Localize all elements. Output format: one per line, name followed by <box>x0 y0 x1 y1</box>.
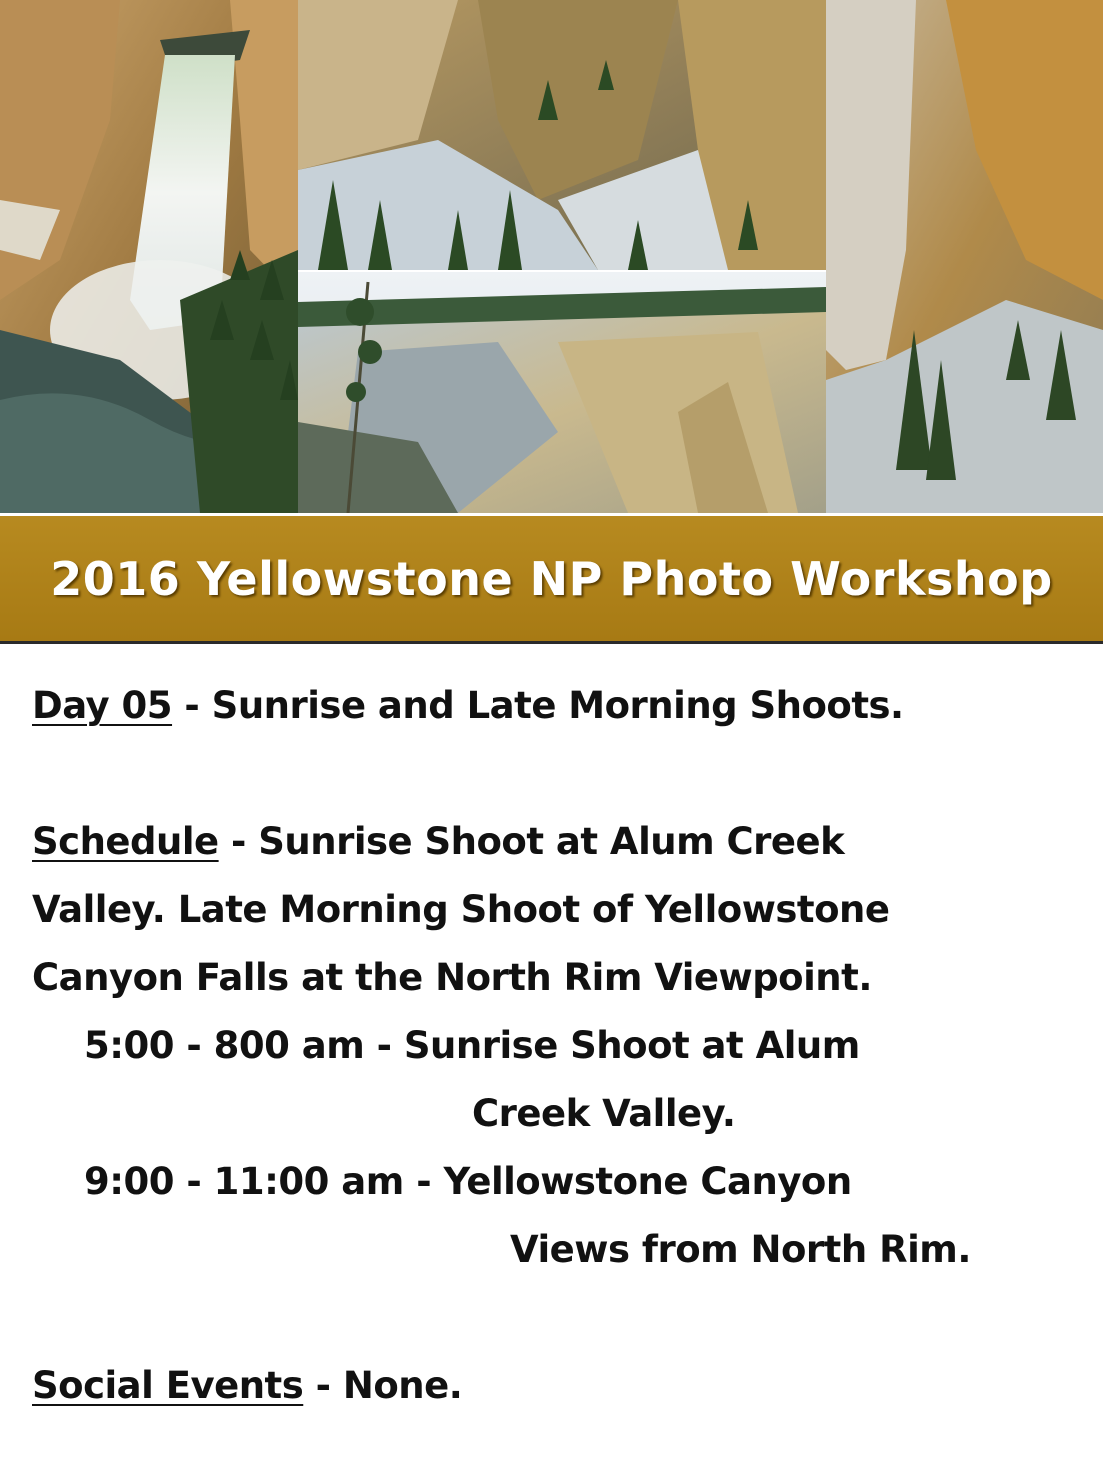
rock-spire-photo <box>826 0 1103 513</box>
schedule-heading <box>32 808 1082 876</box>
schedule-label: Schedule <box>32 820 219 863</box>
schedule-item-1 <box>32 1012 1082 1080</box>
schedule-item-time: 5:00 - 800 am - <box>84 1024 404 1067</box>
schedule-item-desc-cont: Creek Valley. <box>472 1092 736 1135</box>
schedule-text-3: Canyon Falls at the North Rim Viewpoint. <box>32 956 872 999</box>
day-description: - Sunrise and Late Morning Shoots. <box>172 684 904 727</box>
workshop-title: 2016 Yellowstone NP Photo Workshop <box>50 551 1053 606</box>
photo-collage <box>0 0 1103 513</box>
schedule-item-desc: Sunrise Shoot at Alum <box>403 1024 860 1067</box>
social-events <box>32 1352 1082 1420</box>
canyon-panorama-photo <box>298 272 826 513</box>
social-label: Social Events <box>32 1364 304 1407</box>
schedule-text-1: - Sunrise Shoot at Alum Creek <box>218 820 845 863</box>
title-banner <box>0 516 1103 644</box>
day-label: Day 05 <box>32 684 173 727</box>
itinerary-text <box>32 672 1082 1420</box>
schedule-item-2 <box>32 1148 1082 1216</box>
day-heading <box>32 672 1082 740</box>
social-text: - None. <box>303 1364 463 1407</box>
schedule-item-desc-cont: Views from North Rim. <box>510 1228 971 1271</box>
schedule-item-desc: Yellowstone Canyon <box>443 1160 852 1203</box>
schedule-text-2: Valley. Late Morning Shoot of Yellowstone <box>32 888 890 931</box>
canyon-wall-photo <box>298 0 826 270</box>
waterfall-photo <box>0 0 298 513</box>
schedule-item-time: 9:00 - 11:00 am - <box>84 1160 444 1203</box>
